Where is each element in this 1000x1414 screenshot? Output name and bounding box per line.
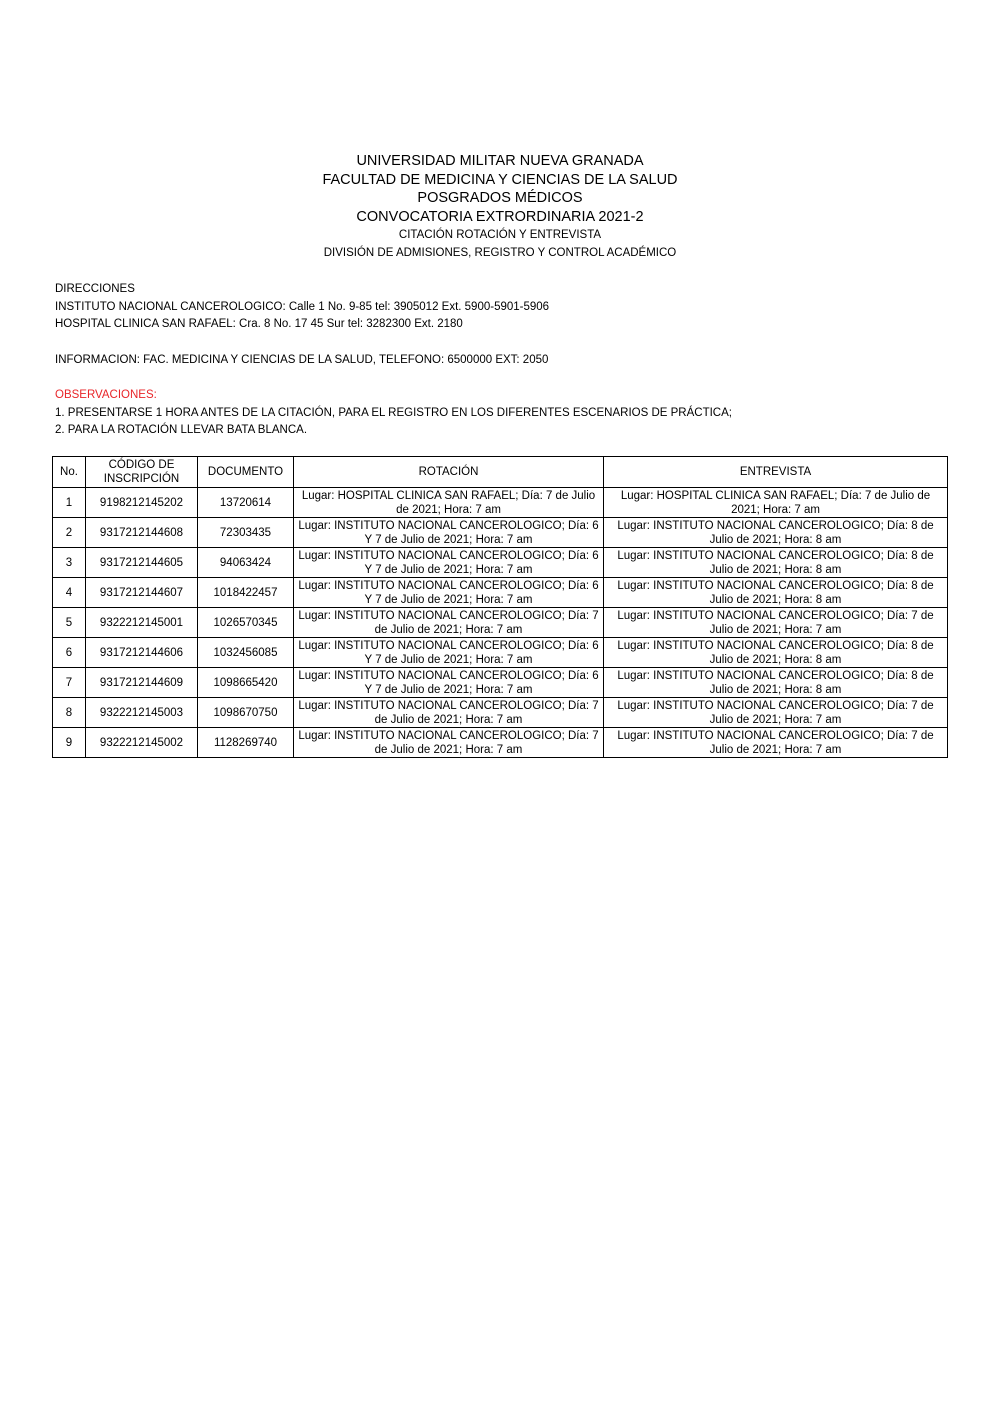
- cell-no: 3: [53, 548, 86, 578]
- cell-documento: 1032456085: [198, 638, 294, 668]
- table-row: [53, 608, 948, 638]
- cell-rotacion: Lugar: INSTITUTO NACIONAL CANCEROLOGICO; Día: 6 Y 7 de Julio de 2021; Hora: 7 am: [294, 548, 604, 578]
- division-name: DIVISIÓN DE ADMISIONES, REGISTRO Y CONTROL ACADÉMICO: [323, 247, 677, 259]
- table-row: [53, 548, 948, 578]
- table-row: [53, 518, 948, 548]
- cell-codigo: 9317212144607: [86, 578, 198, 608]
- cell-codigo: 9317212144608: [86, 518, 198, 548]
- cell-documento: 1098665420: [198, 668, 294, 698]
- cell-rotacion: Lugar: INSTITUTO NACIONAL CANCEROLOGICO; Día: 7 de Julio de 2021; Hora: 7 am: [294, 698, 604, 728]
- direction-line-san-rafael: HOSPITAL CLINICA SAN RAFAEL: Cra. 8 No. 17 45 Sur tel: 3282300 Ext. 2180: [55, 318, 463, 330]
- header-entrevista: ENTREVISTA: [604, 457, 948, 488]
- cell-rotacion: Lugar: INSTITUTO NACIONAL CANCEROLOGICO; Día: 6 Y 7 de Julio de 2021; Hora: 7 am: [294, 668, 604, 698]
- observation-item-1: 1. PRESENTARSE 1 HORA ANTES DE LA CITACIÓN, PARA EL REGISTRO EN LOS DIFERENTES ESCENARIOS DE PRÁCTICA;: [55, 406, 732, 419]
- document-header: [0, 152, 1000, 262]
- cell-rotacion: Lugar: INSTITUTO NACIONAL CANCEROLOGICO; Día: 6 Y 7 de Julio de 2021; Hora: 7 am: [294, 518, 604, 548]
- cell-entrevista: Lugar: HOSPITAL CLINICA SAN RAFAEL; Día: 7 de Julio de 2021; Hora: 7 am: [604, 488, 948, 518]
- cell-codigo: 9317212144605: [86, 548, 198, 578]
- university-name: UNIVERSIDAD MILITAR NUEVA GRANADA: [356, 153, 644, 169]
- cell-no: 9: [53, 728, 86, 758]
- table-row: [53, 668, 948, 698]
- cell-entrevista: Lugar: INSTITUTO NACIONAL CANCEROLOGICO; Día: 8 de Julio de 2021; Hora: 8 am: [604, 578, 948, 608]
- cell-documento: 94063424: [198, 548, 294, 578]
- cell-entrevista: Lugar: INSTITUTO NACIONAL CANCEROLOGICO; Día: 8 de Julio de 2021; Hora: 8 am: [604, 518, 948, 548]
- direction-line-cancerologico: INSTITUTO NACIONAL CANCEROLOGICO: Calle 1 No. 9-85 tel: 3905012 Ext. 5900-5901-5906: [55, 300, 550, 313]
- cell-codigo: 9322212145001: [86, 608, 198, 638]
- call-name: CONVOCATORIA EXTRORDINARIA 2021-2: [356, 208, 644, 225]
- cell-no: 8: [53, 698, 86, 728]
- cell-entrevista: Lugar: INSTITUTO NACIONAL CANCEROLOGICO; Día: 7 de Julio de 2021; Hora: 7 am: [604, 608, 948, 638]
- cell-entrevista: Lugar: INSTITUTO NACIONAL CANCEROLOGICO; Día: 7 de Julio de 2021; Hora: 7 am: [604, 728, 948, 758]
- observation-item-2: 2. PARA LA ROTACIÓN LLEVAR BATA BLANCA.: [55, 424, 308, 436]
- cell-entrevista: Lugar: INSTITUTO NACIONAL CANCEROLOGICO; Día: 8 de Julio de 2021; Hora: 8 am: [604, 668, 948, 698]
- cell-entrevista: Lugar: INSTITUTO NACIONAL CANCEROLOGICO; Día: 8 de Julio de 2021; Hora: 8 am: [604, 638, 948, 668]
- header-no: No.: [53, 457, 86, 488]
- cell-rotacion: Lugar: HOSPITAL CLINICA SAN RAFAEL; Día: 7 de Julio de 2021; Hora: 7 am: [294, 488, 604, 518]
- cell-codigo: 9317212144609: [86, 668, 198, 698]
- table-row: [53, 698, 948, 728]
- citation-table: [52, 456, 948, 758]
- cell-codigo: 9198212145202: [86, 488, 198, 518]
- cell-documento: 1018422457: [198, 578, 294, 608]
- faculty-name: FACULTAD DE MEDICINA Y CIENCIAS DE LA SALUD: [322, 171, 678, 188]
- header-codigo: CÓDIGO DE INSCRIPCIÓN: [86, 457, 198, 488]
- cell-codigo: 9322212145002: [86, 728, 198, 758]
- cell-rotacion: Lugar: INSTITUTO NACIONAL CANCEROLOGICO; Día: 6 Y 7 de Julio de 2021; Hora: 7 am: [294, 578, 604, 608]
- cell-rotacion: Lugar: INSTITUTO NACIONAL CANCEROLOGICO; Día: 7 de Julio de 2021; Hora: 7 am: [294, 728, 604, 758]
- cell-documento: 1026570345: [198, 608, 294, 638]
- cell-documento: 72303435: [198, 518, 294, 548]
- program-name: POSGRADOS MÉDICOS: [417, 190, 583, 206]
- table-row: [53, 638, 948, 668]
- cell-no: 7: [53, 668, 86, 698]
- directions-title: DIRECCIONES: [55, 283, 135, 295]
- cell-rotacion: Lugar: INSTITUTO NACIONAL CANCEROLOGICO; Día: 7 de Julio de 2021; Hora: 7 am: [294, 608, 604, 638]
- table-row: [53, 578, 948, 608]
- header-rotacion: ROTACIÓN: [294, 457, 604, 488]
- table-header-row: [53, 457, 948, 488]
- cell-rotacion: Lugar: INSTITUTO NACIONAL CANCEROLOGICO; Día: 6 Y 7 de Julio de 2021; Hora: 7 am: [294, 638, 604, 668]
- cell-no: 2: [53, 518, 86, 548]
- cell-documento: 1098670750: [198, 698, 294, 728]
- information-line: INFORMACION: FAC. MEDICINA Y CIENCIAS DE LA SALUD, TELEFONO: 6500000 EXT: 2050: [55, 354, 549, 366]
- cell-documento: 1128269740: [198, 728, 294, 758]
- cell-codigo: 9317212144606: [86, 638, 198, 668]
- directions-section: [55, 281, 549, 334]
- cell-codigo: 9322212145003: [86, 698, 198, 728]
- cell-entrevista: Lugar: INSTITUTO NACIONAL CANCEROLOGICO; Día: 7 de Julio de 2021; Hora: 7 am: [604, 698, 948, 728]
- document-subtitle: CITACIÓN ROTACIÓN Y ENTREVISTA: [398, 229, 602, 241]
- cell-no: 6: [53, 638, 86, 668]
- header-documento: DOCUMENTO: [198, 457, 294, 488]
- table-row: [53, 728, 948, 758]
- cell-entrevista: Lugar: INSTITUTO NACIONAL CANCEROLOGICO; Día: 8 de Julio de 2021; Hora: 8 am: [604, 548, 948, 578]
- cell-no: 5: [53, 608, 86, 638]
- table-row: [53, 488, 948, 518]
- cell-no: 4: [53, 578, 86, 608]
- observations-title: OBSERVACIONES:: [55, 389, 157, 401]
- observations-section: [55, 387, 732, 440]
- cell-documento: 13720614: [198, 488, 294, 518]
- cell-no: 1: [53, 488, 86, 518]
